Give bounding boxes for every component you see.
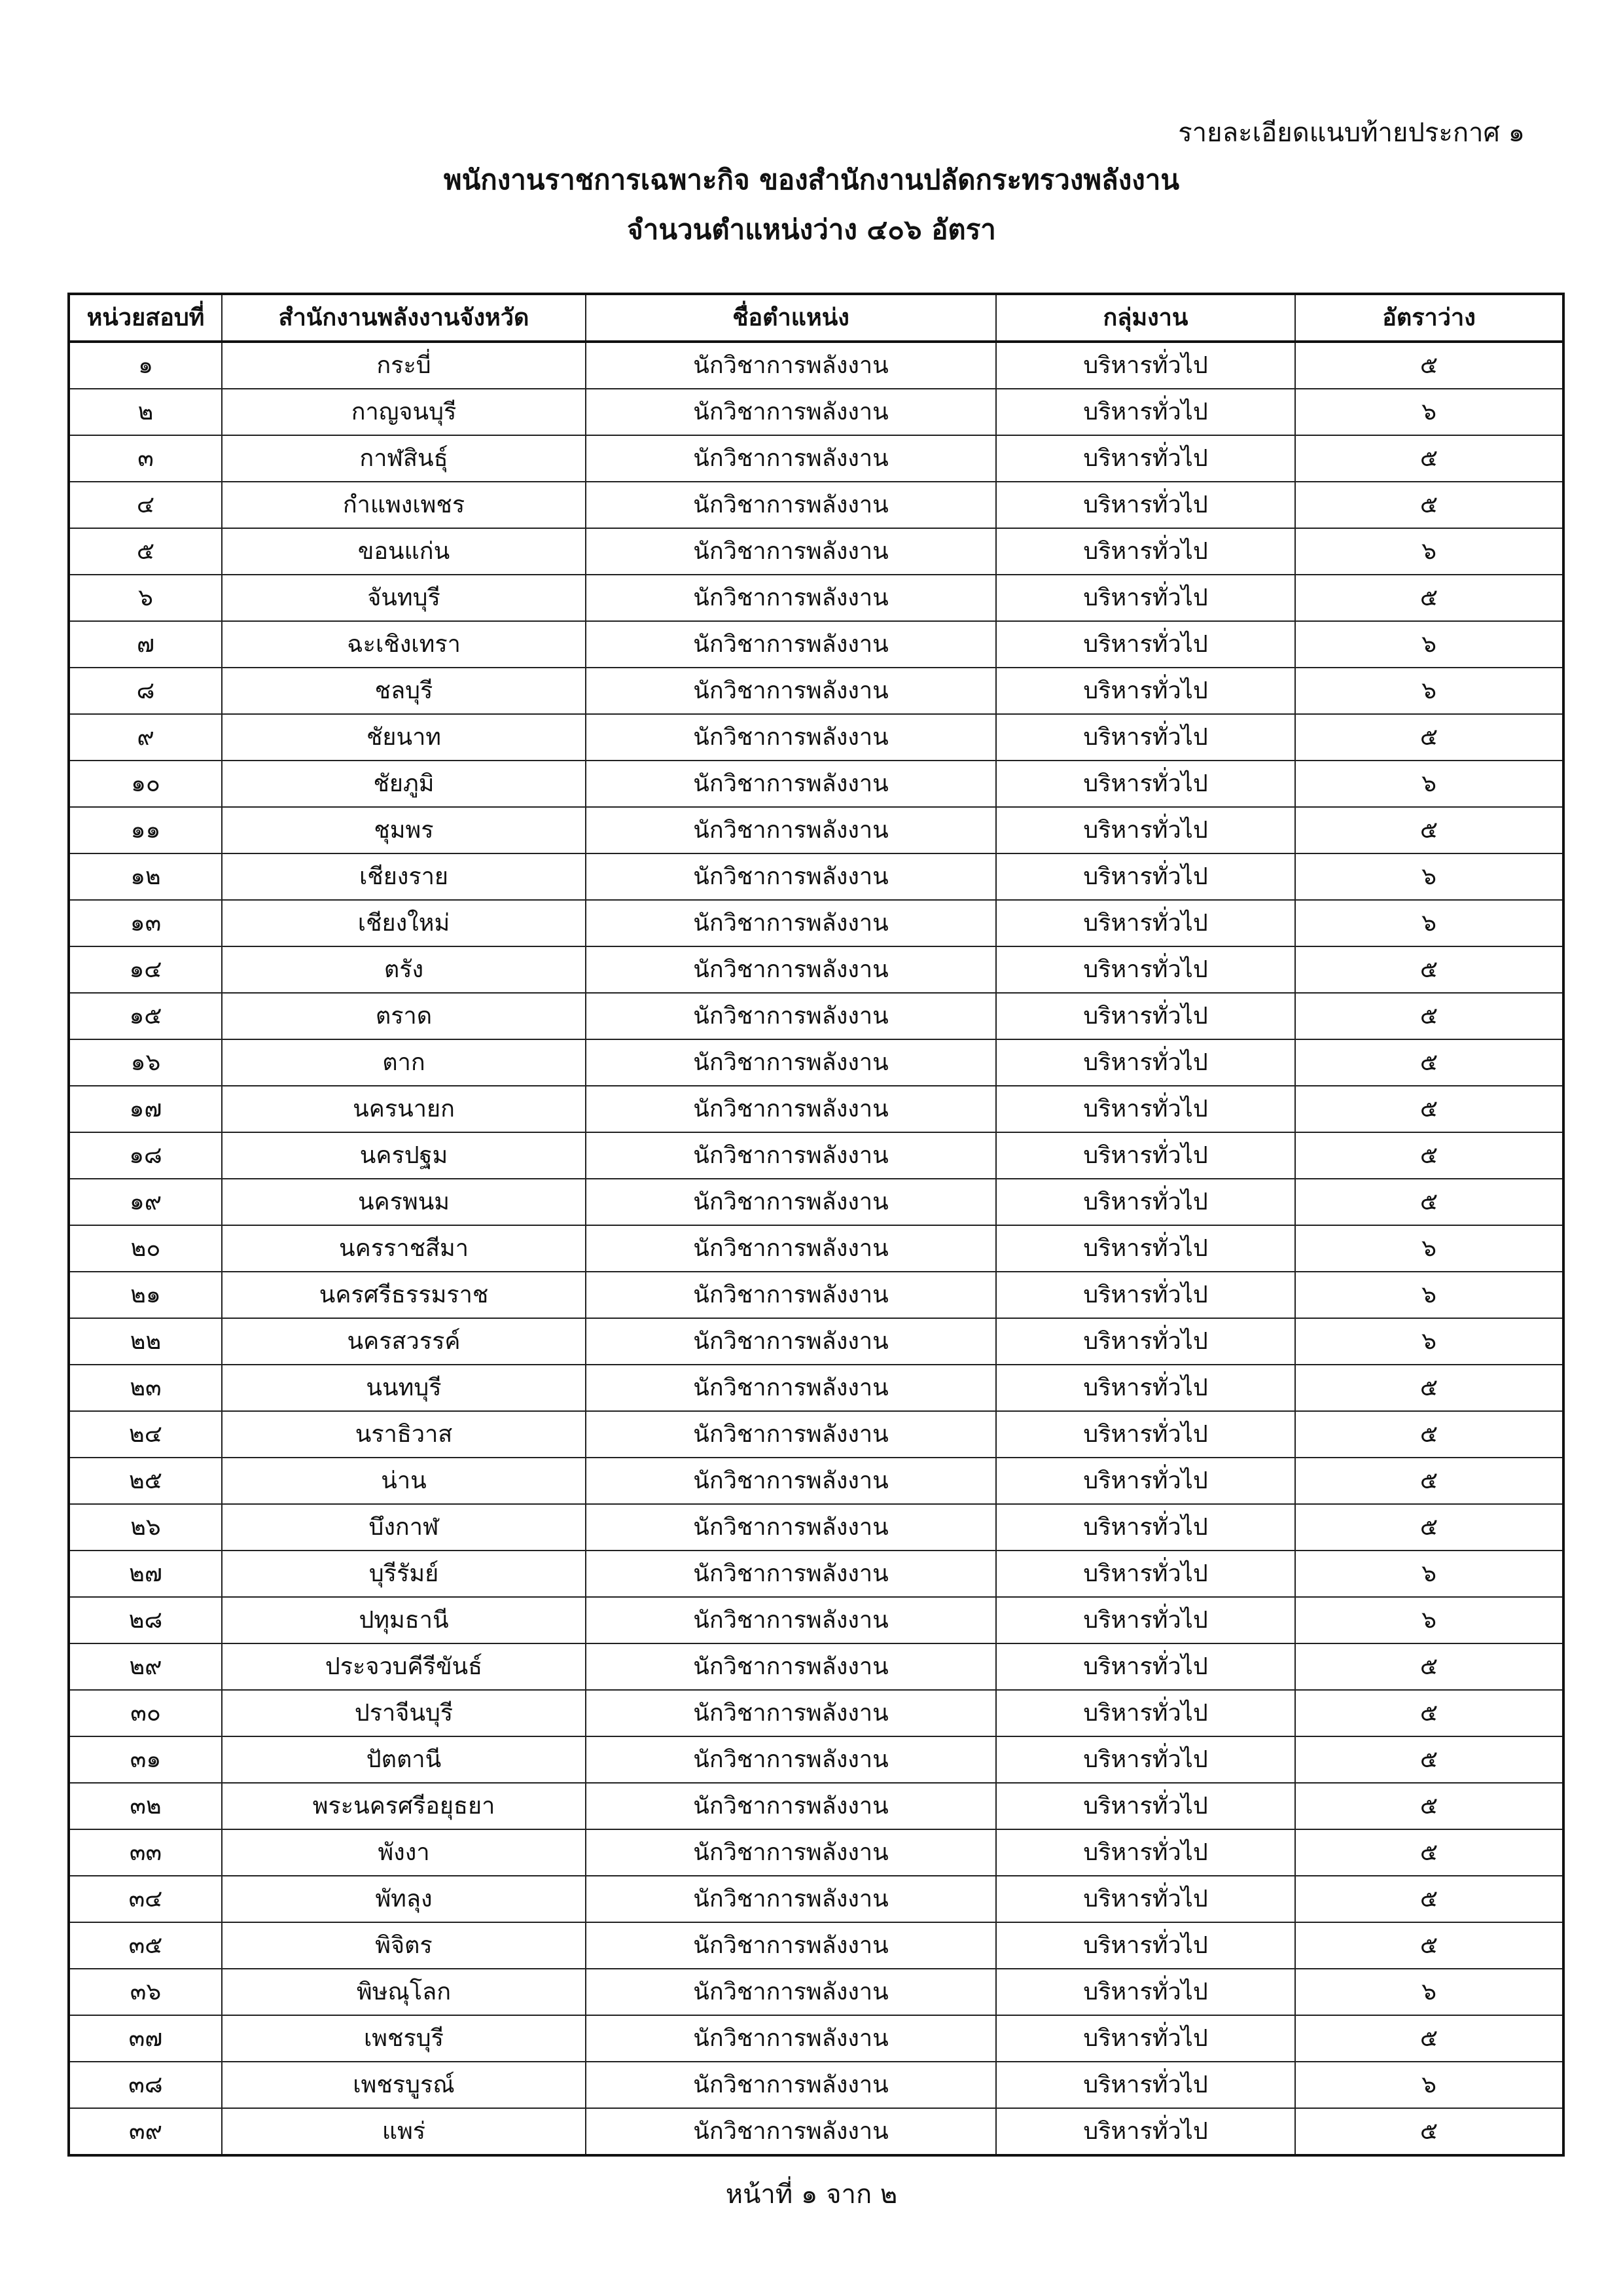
cell-position: นักวิชาการพลังงาน <box>586 1132 996 1179</box>
cell-job-group: บริหารทั่วไป <box>996 435 1295 482</box>
table-row <box>69 389 1563 435</box>
cell-job-group: บริหารทั่วไป <box>996 1504 1295 1551</box>
cell-exam-unit: ๓๖ <box>69 1969 222 2015</box>
cell-job-group: บริหารทั่วไป <box>996 1225 1295 1272</box>
table-row <box>69 1597 1563 1643</box>
cell-position: นักวิชาการพลังงาน <box>586 1179 996 1225</box>
column-header-job-group: กลุ่มงาน <box>996 294 1295 342</box>
table-row <box>69 1272 1563 1318</box>
cell-exam-unit: ๓๓ <box>69 1829 222 1876</box>
cell-position: นักวิชาการพลังงาน <box>586 1458 996 1504</box>
cell-province-office: บุรีรัมย์ <box>222 1551 586 1597</box>
cell-vacancies: ๕ <box>1295 1504 1563 1551</box>
table-row <box>69 575 1563 621</box>
cell-vacancies: ๕ <box>1295 435 1563 482</box>
cell-vacancies: ๕ <box>1295 1039 1563 1086</box>
table-row <box>69 1504 1563 1551</box>
table-row <box>69 1643 1563 1690</box>
cell-job-group: บริหารทั่วไป <box>996 621 1295 668</box>
cell-province-office: แพร่ <box>222 2108 586 2155</box>
cell-job-group: บริหารทั่วไป <box>996 342 1295 389</box>
cell-job-group: บริหารทั่วไป <box>996 1969 1295 2015</box>
cell-exam-unit: ๓๐ <box>69 1690 222 1736</box>
table-row <box>69 435 1563 482</box>
cell-vacancies: ๖ <box>1295 853 1563 900</box>
cell-province-office: ตราด <box>222 993 586 1039</box>
cell-province-office: นครนายก <box>222 1086 586 1132</box>
cell-exam-unit: ๑๕ <box>69 993 222 1039</box>
table-row <box>69 1736 1563 1783</box>
cell-vacancies: ๖ <box>1295 1597 1563 1643</box>
table-row <box>69 1039 1563 1086</box>
cell-position: นักวิชาการพลังงาน <box>586 807 996 853</box>
cell-province-office: น่าน <box>222 1458 586 1504</box>
cell-province-office: นครราชสีมา <box>222 1225 586 1272</box>
table-row <box>69 853 1563 900</box>
cell-province-office: ขอนแก่น <box>222 528 586 575</box>
cell-exam-unit: ๑ <box>69 342 222 389</box>
cell-exam-unit: ๑๘ <box>69 1132 222 1179</box>
cell-province-office: ชัยนาท <box>222 714 586 761</box>
column-header-province-office: สำนักงานพลังงานจังหวัด <box>222 294 586 342</box>
cell-exam-unit: ๑๒ <box>69 853 222 900</box>
cell-vacancies: ๕ <box>1295 342 1563 389</box>
cell-exam-unit: ๓๕ <box>69 1922 222 1969</box>
cell-exam-unit: ๒๒ <box>69 1318 222 1365</box>
cell-exam-unit: ๗ <box>69 621 222 668</box>
cell-position: นักวิชาการพลังงาน <box>586 1969 996 2015</box>
cell-province-office: นครพนม <box>222 1179 586 1225</box>
page-number: หน้าที่ ๑ จาก ๒ <box>725 2179 898 2210</box>
cell-vacancies: ๖ <box>1295 1551 1563 1597</box>
vacancy-table <box>67 293 1565 2157</box>
cell-position: นักวิชาการพลังงาน <box>586 1318 996 1365</box>
table-row <box>69 482 1563 528</box>
cell-job-group: บริหารทั่วไป <box>996 1132 1295 1179</box>
table-row <box>69 993 1563 1039</box>
cell-job-group: บริหารทั่วไป <box>996 1179 1295 1225</box>
cell-province-office: ชัยภูมิ <box>222 761 586 807</box>
cell-exam-unit: ๓๑ <box>69 1736 222 1783</box>
cell-province-office: ปัตตานี <box>222 1736 586 1783</box>
cell-vacancies: ๖ <box>1295 668 1563 714</box>
cell-job-group: บริหารทั่วไป <box>996 1829 1295 1876</box>
cell-province-office: พังงา <box>222 1829 586 1876</box>
cell-job-group: บริหารทั่วไป <box>996 389 1295 435</box>
cell-position: นักวิชาการพลังงาน <box>586 1597 996 1643</box>
cell-position: นักวิชาการพลังงาน <box>586 389 996 435</box>
cell-province-office: เชียงใหม่ <box>222 900 586 946</box>
attachment-note: รายละเอียดแนบท้ายประกาศ ๑ <box>1178 118 1525 148</box>
cell-job-group: บริหารทั่วไป <box>996 1736 1295 1783</box>
cell-position: นักวิชาการพลังงาน <box>586 900 996 946</box>
cell-vacancies: ๕ <box>1295 1783 1563 1829</box>
cell-job-group: บริหารทั่วไป <box>996 807 1295 853</box>
cell-job-group: บริหารทั่วไป <box>996 1551 1295 1597</box>
cell-position: นักวิชาการพลังงาน <box>586 1922 996 1969</box>
cell-exam-unit: ๑๙ <box>69 1179 222 1225</box>
cell-province-office: นครปฐม <box>222 1132 586 1179</box>
cell-exam-unit: ๑๗ <box>69 1086 222 1132</box>
cell-job-group: บริหารทั่วไป <box>996 1876 1295 1922</box>
cell-exam-unit: ๓๘ <box>69 2062 222 2108</box>
table-header-row <box>69 294 1563 342</box>
cell-vacancies: ๕ <box>1295 1736 1563 1783</box>
cell-position: นักวิชาการพลังงาน <box>586 1876 996 1922</box>
cell-province-office: ปทุมธานี <box>222 1597 586 1643</box>
cell-province-office: พิจิตร <box>222 1922 586 1969</box>
cell-job-group: บริหารทั่วไป <box>996 1458 1295 1504</box>
cell-exam-unit: ๒๗ <box>69 1551 222 1597</box>
cell-vacancies: ๕ <box>1295 575 1563 621</box>
cell-province-office: เพชรบุรี <box>222 2015 586 2062</box>
cell-vacancies: ๖ <box>1295 389 1563 435</box>
cell-province-office: ชลบุรี <box>222 668 586 714</box>
table-row <box>69 342 1563 389</box>
table-row <box>69 1179 1563 1225</box>
cell-job-group: บริหารทั่วไป <box>996 2108 1295 2155</box>
cell-vacancies: ๕ <box>1295 946 1563 993</box>
table-row <box>69 1783 1563 1829</box>
cell-position: นักวิชาการพลังงาน <box>586 1365 996 1411</box>
cell-position: นักวิชาการพลังงาน <box>586 1551 996 1597</box>
table-row <box>69 714 1563 761</box>
table-row <box>69 1318 1563 1365</box>
cell-vacancies: ๕ <box>1295 1922 1563 1969</box>
cell-vacancies: ๕ <box>1295 1411 1563 1458</box>
cell-exam-unit: ๑๓ <box>69 900 222 946</box>
cell-job-group: บริหารทั่วไป <box>996 1086 1295 1132</box>
cell-vacancies: ๕ <box>1295 1690 1563 1736</box>
table-row <box>69 1876 1563 1922</box>
cell-vacancies: ๖ <box>1295 1318 1563 1365</box>
table-row <box>69 668 1563 714</box>
table-row <box>69 1086 1563 1132</box>
cell-job-group: บริหารทั่วไป <box>996 1597 1295 1643</box>
cell-position: นักวิชาการพลังงาน <box>586 993 996 1039</box>
cell-position: นักวิชาการพลังงาน <box>586 2062 996 2108</box>
column-header-position: ชื่อตำแหน่ง <box>586 294 996 342</box>
cell-position: นักวิชาการพลังงาน <box>586 621 996 668</box>
cell-job-group: บริหารทั่วไป <box>996 2062 1295 2108</box>
cell-province-office: เชียงราย <box>222 853 586 900</box>
cell-province-office: กาญจนบุรี <box>222 389 586 435</box>
cell-job-group: บริหารทั่วไป <box>996 714 1295 761</box>
cell-exam-unit: ๒๘ <box>69 1597 222 1643</box>
cell-province-office: นครสวรรค์ <box>222 1318 586 1365</box>
cell-province-office: พิษณุโลก <box>222 1969 586 2015</box>
cell-vacancies: ๕ <box>1295 1829 1563 1876</box>
cell-vacancies: ๕ <box>1295 1132 1563 1179</box>
cell-exam-unit: ๔ <box>69 482 222 528</box>
column-header-vacancies: อัตราว่าง <box>1295 294 1563 342</box>
cell-exam-unit: ๙ <box>69 714 222 761</box>
cell-job-group: บริหารทั่วไป <box>996 853 1295 900</box>
cell-province-office: เพชรบูรณ์ <box>222 2062 586 2108</box>
cell-vacancies: ๖ <box>1295 900 1563 946</box>
cell-job-group: บริหารทั่วไป <box>996 1039 1295 1086</box>
cell-position: นักวิชาการพลังงาน <box>586 435 996 482</box>
cell-job-group: บริหารทั่วไป <box>996 575 1295 621</box>
cell-job-group: บริหารทั่วไป <box>996 1411 1295 1458</box>
table-row <box>69 1132 1563 1179</box>
cell-exam-unit: ๖ <box>69 575 222 621</box>
cell-province-office: นนทบุรี <box>222 1365 586 1411</box>
table-row <box>69 528 1563 575</box>
cell-province-office: จันทบุรี <box>222 575 586 621</box>
cell-vacancies: ๕ <box>1295 1086 1563 1132</box>
cell-province-office: ประจวบคีรีขันธ์ <box>222 1643 586 1690</box>
cell-vacancies: ๖ <box>1295 1969 1563 2015</box>
cell-province-office: ฉะเชิงเทรา <box>222 621 586 668</box>
cell-vacancies: ๕ <box>1295 1876 1563 1922</box>
cell-vacancies: ๖ <box>1295 1225 1563 1272</box>
cell-position: นักวิชาการพลังงาน <box>586 946 996 993</box>
cell-position: นักวิชาการพลังงาน <box>586 2108 996 2155</box>
table-row <box>69 761 1563 807</box>
cell-job-group: บริหารทั่วไป <box>996 1922 1295 1969</box>
cell-vacancies: ๕ <box>1295 2015 1563 2062</box>
cell-vacancies: ๕ <box>1295 1458 1563 1504</box>
cell-job-group: บริหารทั่วไป <box>996 1690 1295 1736</box>
table-row <box>69 1969 1563 2015</box>
cell-exam-unit: ๒๓ <box>69 1365 222 1411</box>
cell-vacancies: ๖ <box>1295 761 1563 807</box>
cell-position: นักวิชาการพลังงาน <box>586 528 996 575</box>
cell-position: นักวิชาการพลังงาน <box>586 482 996 528</box>
table-row <box>69 1365 1563 1411</box>
cell-vacancies: ๖ <box>1295 528 1563 575</box>
cell-vacancies: ๖ <box>1295 2062 1563 2108</box>
cell-exam-unit: ๒๖ <box>69 1504 222 1551</box>
table-row <box>69 1690 1563 1736</box>
table-body <box>69 342 1563 2155</box>
cell-position: นักวิชาการพลังงาน <box>586 1225 996 1272</box>
cell-job-group: บริหารทั่วไป <box>996 528 1295 575</box>
cell-position: นักวิชาการพลังงาน <box>586 761 996 807</box>
cell-vacancies: ๕ <box>1295 482 1563 528</box>
cell-province-office: นครศรีธรรมราช <box>222 1272 586 1318</box>
table-row <box>69 1829 1563 1876</box>
cell-vacancies: ๕ <box>1295 1365 1563 1411</box>
table-row <box>69 1922 1563 1969</box>
cell-position: นักวิชาการพลังงาน <box>586 1829 996 1876</box>
cell-exam-unit: ๒๐ <box>69 1225 222 1272</box>
cell-exam-unit: ๑๔ <box>69 946 222 993</box>
cell-exam-unit: ๑๐ <box>69 761 222 807</box>
cell-position: นักวิชาการพลังงาน <box>586 1039 996 1086</box>
cell-province-office: พัทลุง <box>222 1876 586 1922</box>
cell-position: นักวิชาการพลังงาน <box>586 2015 996 2062</box>
cell-province-office: ชุมพร <box>222 807 586 853</box>
cell-vacancies: ๕ <box>1295 807 1563 853</box>
cell-vacancies: ๕ <box>1295 714 1563 761</box>
cell-province-office: ตรัง <box>222 946 586 993</box>
cell-job-group: บริหารทั่วไป <box>996 2015 1295 2062</box>
cell-position: นักวิชาการพลังงาน <box>586 342 996 389</box>
cell-vacancies: ๕ <box>1295 1179 1563 1225</box>
cell-position: นักวิชาการพลังงาน <box>586 575 996 621</box>
cell-exam-unit: ๓๗ <box>69 2015 222 2062</box>
table-row <box>69 1551 1563 1597</box>
cell-job-group: บริหารทั่วไป <box>996 900 1295 946</box>
cell-job-group: บริหารทั่วไป <box>996 1272 1295 1318</box>
cell-position: นักวิชาการพลังงาน <box>586 1272 996 1318</box>
cell-province-office: กำแพงเพชร <box>222 482 586 528</box>
cell-province-office: กาฬสินธุ์ <box>222 435 586 482</box>
cell-position: นักวิชาการพลังงาน <box>586 668 996 714</box>
cell-exam-unit: ๓๔ <box>69 1876 222 1922</box>
cell-job-group: บริหารทั่วไป <box>996 482 1295 528</box>
cell-exam-unit: ๑๖ <box>69 1039 222 1086</box>
cell-province-office: พระนครศรีอยุธยา <box>222 1783 586 1829</box>
cell-vacancies: ๕ <box>1295 1643 1563 1690</box>
cell-exam-unit: ๑๑ <box>69 807 222 853</box>
cell-position: นักวิชาการพลังงาน <box>586 853 996 900</box>
cell-job-group: บริหารทั่วไป <box>996 761 1295 807</box>
table-row <box>69 2062 1563 2108</box>
cell-exam-unit: ๓๒ <box>69 1783 222 1829</box>
cell-exam-unit: ๒๙ <box>69 1643 222 1690</box>
cell-job-group: บริหารทั่วไป <box>996 1365 1295 1411</box>
cell-province-office: บึงกาฬ <box>222 1504 586 1551</box>
cell-exam-unit: ๒๔ <box>69 1411 222 1458</box>
cell-vacancies: ๕ <box>1295 993 1563 1039</box>
cell-position: นักวิชาการพลังงาน <box>586 714 996 761</box>
table-row <box>69 946 1563 993</box>
table-row <box>69 2015 1563 2062</box>
cell-position: นักวิชาการพลังงาน <box>586 1086 996 1132</box>
cell-job-group: บริหารทั่วไป <box>996 946 1295 993</box>
table-row <box>69 1225 1563 1272</box>
cell-province-office: ปราจีนบุรี <box>222 1690 586 1736</box>
table-row <box>69 807 1563 853</box>
cell-exam-unit: ๕ <box>69 528 222 575</box>
cell-exam-unit: ๓๙ <box>69 2108 222 2155</box>
column-header-exam-unit: หน่วยสอบที่ <box>69 294 222 342</box>
table-row <box>69 2108 1563 2155</box>
table-row <box>69 1458 1563 1504</box>
table-row <box>69 900 1563 946</box>
cell-position: นักวิชาการพลังงาน <box>586 1783 996 1829</box>
cell-province-office: กระบี่ <box>222 342 586 389</box>
cell-exam-unit: ๘ <box>69 668 222 714</box>
cell-exam-unit: ๒๑ <box>69 1272 222 1318</box>
cell-province-office: นราธิวาส <box>222 1411 586 1458</box>
table-row <box>69 1411 1563 1458</box>
cell-vacancies: ๖ <box>1295 621 1563 668</box>
cell-position: นักวิชาการพลังงาน <box>586 1690 996 1736</box>
cell-job-group: บริหารทั่วไป <box>996 1318 1295 1365</box>
cell-position: นักวิชาการพลังงาน <box>586 1643 996 1690</box>
cell-job-group: บริหารทั่วไป <box>996 1783 1295 1829</box>
cell-vacancies: ๕ <box>1295 2108 1563 2155</box>
cell-exam-unit: ๒ <box>69 389 222 435</box>
cell-position: นักวิชาการพลังงาน <box>586 1504 996 1551</box>
cell-job-group: บริหารทั่วไป <box>996 1643 1295 1690</box>
cell-exam-unit: ๓ <box>69 435 222 482</box>
cell-position: นักวิชาการพลังงาน <box>586 1411 996 1458</box>
cell-position: นักวิชาการพลังงาน <box>586 1736 996 1783</box>
cell-exam-unit: ๒๕ <box>69 1458 222 1504</box>
cell-province-office: ตาก <box>222 1039 586 1086</box>
cell-job-group: บริหารทั่วไป <box>996 668 1295 714</box>
document-title: พนักงานราชการเฉพาะกิจ ของสำนักงานปลัดกระทรวงพลังงาน <box>443 164 1180 196</box>
table-row <box>69 621 1563 668</box>
cell-vacancies: ๖ <box>1295 1272 1563 1318</box>
cell-job-group: บริหารทั่วไป <box>996 993 1295 1039</box>
document-subtitle: จำนวนตำแหน่งว่าง ๔๐๖ อัตรา <box>627 213 996 245</box>
